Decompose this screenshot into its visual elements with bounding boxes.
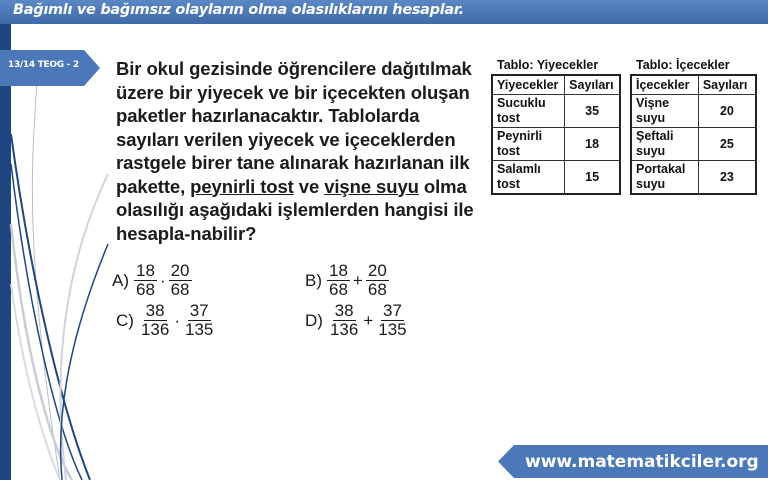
footer-url[interactable]: www.matematikciler.org	[525, 452, 759, 472]
table-cell: Peynirli tost	[492, 128, 565, 161]
fraction: $\frac{20}{68}$	[367, 261, 387, 299]
option-label: A)	[112, 270, 129, 290]
table-row	[492, 95, 620, 128]
drink-table-title: Tablo: İçecekler	[636, 58, 730, 72]
col-header: Sayıları	[698, 75, 756, 95]
operator: +	[352, 270, 363, 290]
fraction: $\frac{20}{68}$	[170, 261, 190, 299]
operator: ·	[159, 270, 166, 290]
fraction: $\frac{37}{135}$	[185, 301, 214, 339]
drink-table	[630, 74, 757, 195]
table-cell: 35	[565, 95, 620, 128]
table-cell: Portakal suyu	[631, 161, 698, 195]
option-b[interactable]	[305, 262, 390, 299]
option-a[interactable]	[112, 262, 193, 299]
table-cell: Salamlı tost	[492, 161, 565, 195]
table-header-row	[492, 75, 620, 95]
operator: ·	[174, 310, 180, 330]
table-cell: 15	[565, 161, 620, 195]
food-table	[491, 74, 621, 195]
table-row	[631, 95, 756, 128]
table-cell: Vişne suyu	[631, 95, 698, 128]
table-cell: Şeftali suyu	[631, 128, 698, 161]
table-cell: 23	[698, 161, 756, 195]
header-title: Bağımlı ve bağımsız olayların olma olasılıklarını hesaplar.	[13, 2, 464, 18]
fraction: $\frac{38}{136}$	[329, 301, 359, 339]
col-header: Yiyecekler	[492, 75, 565, 95]
col-header: Sayıları	[565, 75, 620, 95]
table-row	[631, 128, 756, 161]
question-part1: Bir okul gezisinde öğrencilere dağıtılmak üzere bir yiyecek ve bir içecekten oluşan paketler hazırlanacaktır. Tablolarda sayıları verilen yiyecek ve içeceklerden rastgele birer tane alınarak hazırlanan ilk pakette,	[116, 58, 472, 197]
fraction: $\frac{37}{135}$	[378, 301, 407, 339]
table-header-row	[631, 75, 756, 95]
question-text	[116, 57, 476, 245]
question-part2: olma olasılığı aşağıdaki işlemlerden hangisi ile hesapla-nabilir?	[116, 175, 474, 244]
table-cell: 18	[565, 128, 620, 161]
table-row	[631, 161, 756, 195]
option-label: B)	[305, 270, 322, 290]
header-bar	[0, 0, 768, 24]
table-row	[492, 128, 620, 161]
option-label: D)	[305, 310, 323, 330]
section-tag-label: 13/14 TEOG - 2	[8, 60, 79, 70]
table-cell: 20	[698, 95, 756, 128]
table-row	[492, 161, 620, 195]
option-d[interactable]	[305, 302, 410, 339]
operator: +	[363, 310, 374, 330]
option-label: C)	[116, 310, 134, 330]
fraction: $\frac{18}{68}$	[329, 261, 348, 299]
fraction: $\frac{38}{136}$	[140, 301, 170, 339]
highlight-peynirli-tost: peynirli tost	[190, 175, 294, 197]
col-header: İçecekler	[631, 75, 698, 95]
decorative-curves	[0, 24, 110, 480]
fraction: $\frac{18}{68}$	[136, 261, 155, 299]
option-c[interactable]	[116, 302, 216, 339]
table-cell: Sucuklu tost	[492, 95, 565, 128]
food-table-title: Tablo: Yiyecekler	[497, 58, 599, 72]
highlight-visne-suyu: vişne suyu	[324, 175, 419, 197]
table-cell: 25	[698, 128, 756, 161]
question-mid: ve	[293, 175, 325, 197]
